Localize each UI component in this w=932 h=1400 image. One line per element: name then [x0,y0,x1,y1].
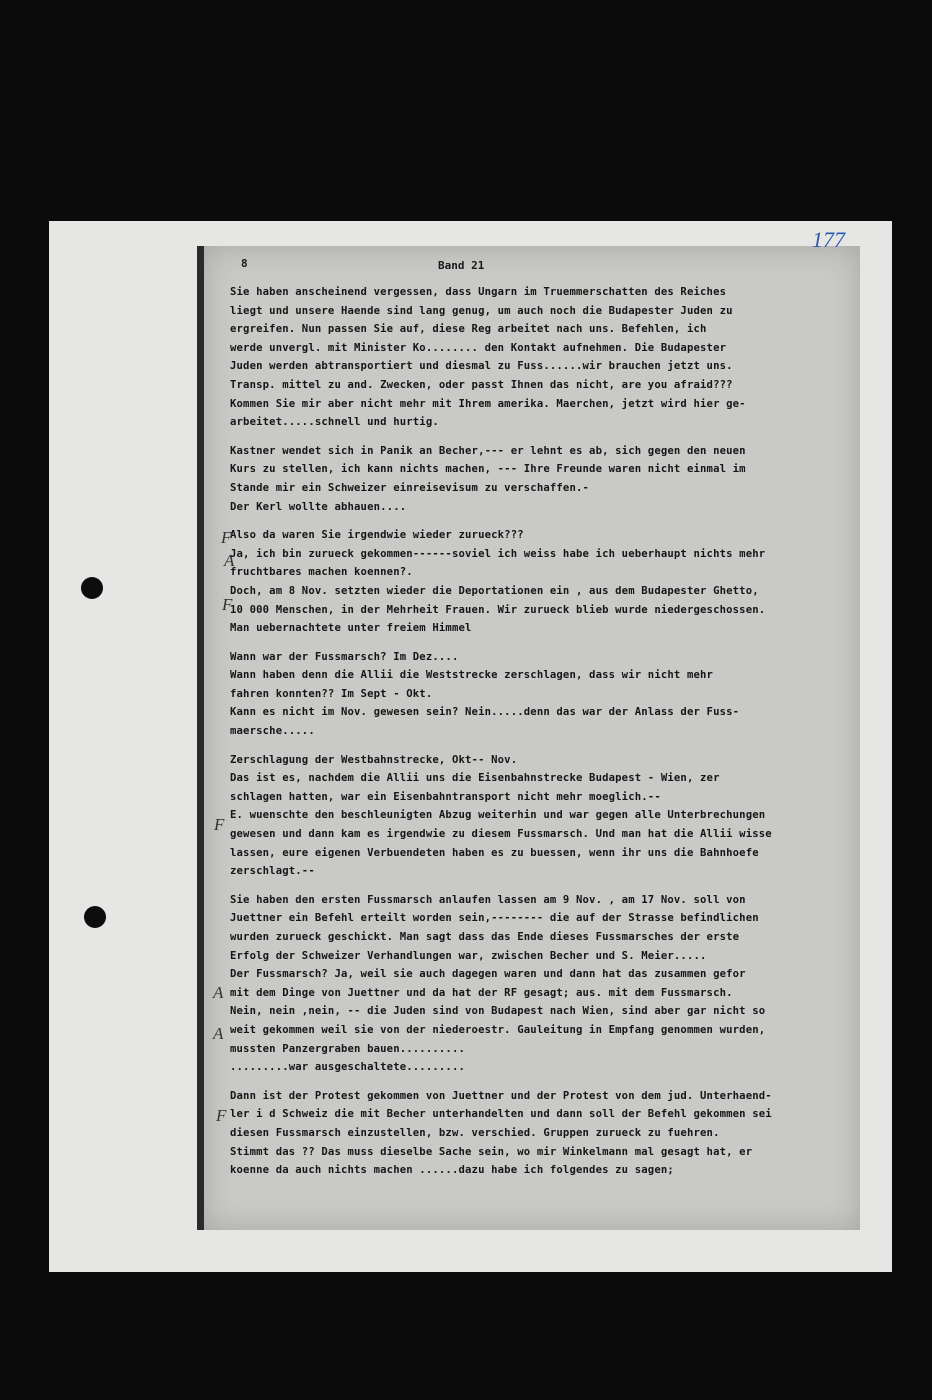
page-number: 8 [241,257,248,270]
text-line: mit dem Dinge von Juettner und da hat der RF gesagt; aus. mit dem Fussmarsch. [230,986,733,999]
band-label: Band 21 [438,259,485,272]
text-line: Ja, ich bin zurueck gekommen------soviel ich weiss habe ich ueberhaupt nichts mehr [230,547,766,560]
text-line: Dann ist der Protest gekommen von Juettner und der Protest von dem jud. Unterhaend- [230,1089,772,1102]
text-line: Wann war der Fussmarsch? Im Dez.... [230,650,459,663]
text-line: Kurs zu stellen, ich kann nichts machen, --- Ihre Freunde waren nicht einmal im [230,463,746,476]
text-line: ergreifen. Nun passen Sie auf, diese Reg arbeitet nach uns. Befehlen, ich [230,323,707,336]
text-line: Der Kerl wollte abhauen.... [230,500,407,513]
text-line: fahren konnten?? Im Sept - Okt. [230,687,433,700]
margin-mark: F [222,595,233,614]
margin-mark: F [216,1106,227,1125]
text-line: fruchtbares machen koennen?. [230,566,413,579]
margin-mark: F [214,815,225,834]
text-line: Kann es nicht im Nov. gewesen sein? Nein.....denn das war der Anlass der Fuss- [230,706,740,719]
text-line: Zerschlagung der Westbahnstrecke, Okt-- Nov. [230,753,518,766]
text-line: Wann haben denn die Allii die Weststrecke zerschlagen, dass wir nicht mehr [230,669,714,682]
handwritten-page-number: 177 [812,227,845,252]
text-line: Sie haben den ersten Fussmarsch anlaufen lassen am 9 Nov. , am 17 Nov. soll von [230,893,746,906]
paragraph [230,751,860,881]
text-line: werde unvergl. mit Minister Ko........ den Kontakt aufnehmen. Die Budapester [230,341,727,354]
text-line: Das ist es, nachdem die Allii uns die Eisenbahnstrecke Budapest - Wien, zer [230,772,720,785]
text-line: wurden zurueck geschickt. Man sagt dass das Ende dieses Fussmarsches der erste [230,931,740,943]
text-line: Juettner ein Befehl erteilt worden sein,-------- die auf der Strasse befindlichen [230,912,759,925]
text-line: Man uebernachtete unter freiem Himmel [230,622,472,635]
text-line: ler i d Schweiz die mit Becher unterhandelten und dann soll der Befehl gekommen sei [230,1108,772,1121]
text-line: Nein, nein ,nein, -- die Juden sind von Budapest nach Wien, sind aber gar nicht so [230,1005,766,1018]
margin-mark: A [213,1024,224,1043]
text-line: mussten Panzergraben bauen.......... [230,1042,466,1055]
paragraph [230,442,860,516]
punch-hole-top [81,577,103,599]
text-line: koenne da auch nichts machen ......dazu habe ich folgendes zu sagen; [230,1164,674,1177]
text-line: Der Fussmarsch? Ja, weil sie auch dagegen waren und dann hat das zusammen gefor [230,968,746,981]
text-line: Doch, am 8 Nov. setzten wieder die Deportationen ein , aus dem Budapester Ghetto, [230,584,759,597]
text-line: arbeitet.....schnell und hurtig. [230,416,439,429]
text-line: Kastner wendet sich in Panik an Becher,--- er lehnt es ab, sich gegen den neuen [230,444,746,457]
typed-text [230,283,860,1180]
text-line: Stimmt das ?? Das muss dieselbe Sache sein, wo mir Winkelmann mal gesagt hat, er [230,1145,753,1158]
margin-mark: A [213,983,224,1002]
text-line: zerschlagt.-- [230,865,315,878]
paragraph [230,648,860,741]
text-line: E. wuenschte den beschleunigten Abzug weiterhin und war gegen alle Unterbrechungen [230,809,766,822]
punch-hole-bottom [84,906,106,928]
text-line: Also da waren Sie irgendwie wieder zurueck??? [230,529,524,542]
text-line: liegt und unsere Haende sind lang genug, um auch noch die Budapester Juden zu [230,304,733,317]
text-line: 10 000 Menschen, in der Mehrheit Frauen. Wir zurueck blieb wurde niedergeschossen. [230,603,766,616]
text-line: maersche..... [230,725,315,738]
text-line: Erfolg der Schweizer Verhandlungen war, zwischen Becher und S. Meier..... [230,949,707,962]
paragraph [230,1087,860,1180]
text-line: Stande mir ein Schweizer einreisevisum zu verschaffen.- [230,481,590,494]
text-line: diesen Fussmarsch einzustellen, bzw. verschied. Gruppen zurueck zu fuehren. [230,1126,720,1139]
margin-mark: F [221,528,232,547]
text-line: schlagen hatten, war ein Eisenbahntransport nicht mehr moeglich.-- [230,790,661,803]
text-line: Sie haben anscheinend vergessen, dass Ungarn im Truemmerschatten des Reiches [230,286,727,298]
text-line: weit gekommen weil sie von der niederoestr. Gauleitung in Empfang genommen wurden, [230,1023,766,1036]
margin-mark: A [224,551,235,570]
text-line: lassen, eure eigenen Verbuendeten haben es zu buessen, wenn ihr uns die Bahnhoefe [230,846,759,859]
text-line: Juden werden abtransportiert und diesmal zu Fuss......wir brauchen jetzt uns. [230,360,733,373]
text-line: gewesen und dann kam es irgendwie zu diesem Fussmarsch. Und man hat die Allii wisse [230,828,772,841]
text-line: Kommen Sie mir aber nicht mehr mit Ihrem amerika. Maerchen, jetzt wird hier ge- [230,397,746,410]
text-line: .........war ausgeschaltete......... [230,1061,466,1074]
text-line: Transp. mittel zu and. Zwecken, oder passt Ihnen das nicht, are you afraid??? [230,378,733,391]
paragraph [230,891,860,1077]
paragraph [230,283,860,432]
paragraph [230,526,860,638]
